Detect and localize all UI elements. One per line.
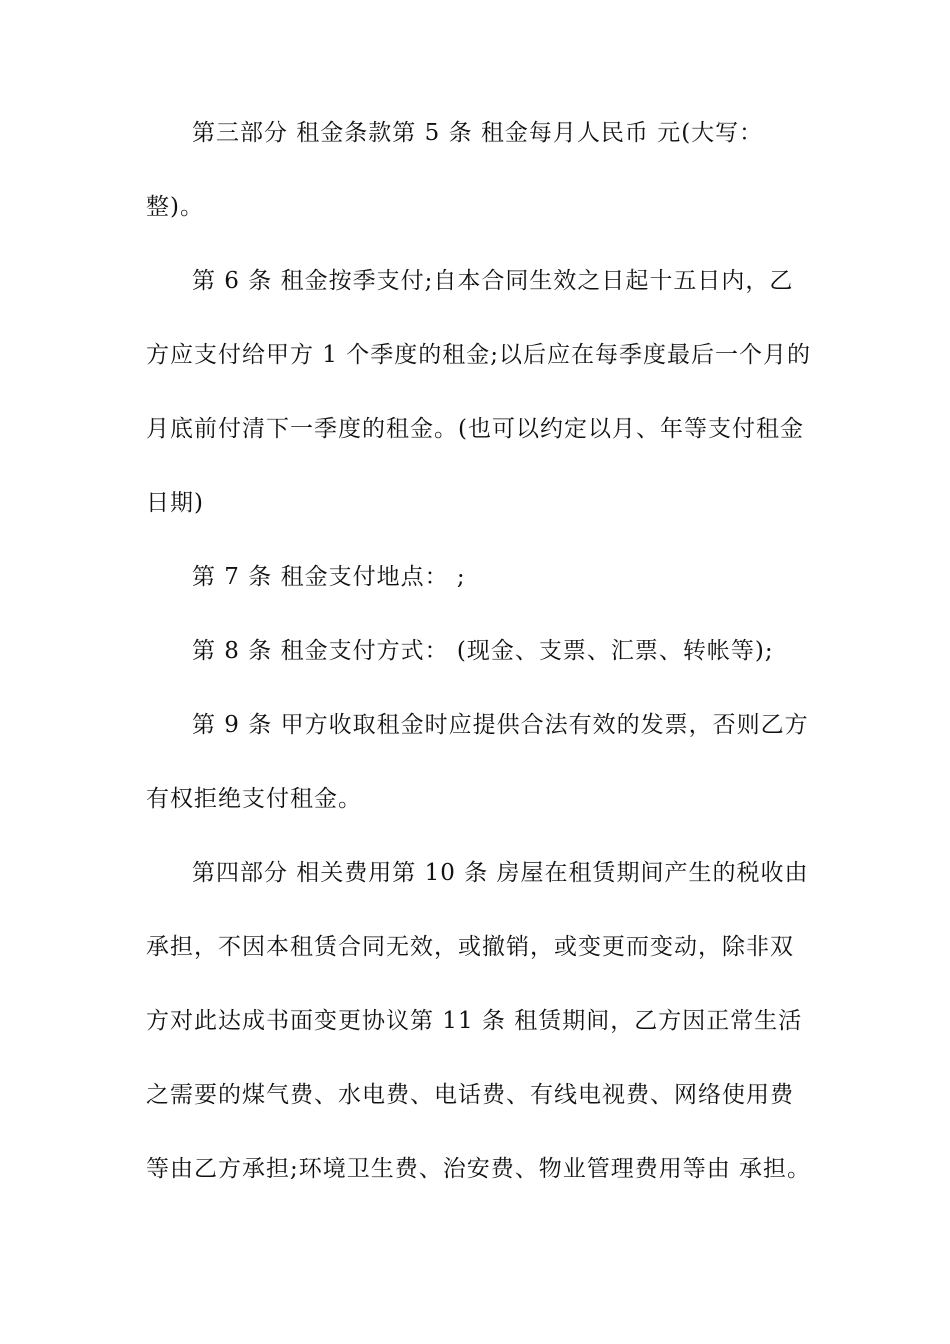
text-line: 有权拒绝支付租金。 [146,786,362,812]
text-line: 日期) [146,490,204,516]
text-line: 月底前付清下一季度的租金。(也可以约定以月、年等支付租金 [146,416,804,442]
text-line: 之需要的煤气费、水电费、电话费、有线电视费、网络使用费 [146,1082,794,1108]
text-line: 第 7 条 租金支付地点： ; [192,564,466,590]
text-line: 第 8 条 租金支付方式： (现金、支票、汇票、转帐等); [192,638,774,664]
text-line: 第 6 条 租金按季支付;自本合同生效之日起十五日内，乙 [192,268,794,294]
text-line: 方应支付给甲方 1 个季度的租金;以后应在每季度最后一个月的 [146,342,812,368]
text-line: 第 9 条 甲方收取租金时应提供合法有效的发票，否则乙方 [192,712,809,738]
document-body [146,122,810,1232]
text-line: 第三部分 租金条款第 5 条 租金每月人民币 元(大写： [192,120,764,146]
text-line: 方对此达成书面变更协议第 11 条 租赁期间，乙方因正常生活 [146,1008,803,1034]
text-line: 等由乙方承担;环境卫生费、治安费、物业管理费用等由 承担。 [146,1156,812,1182]
text-line: 整)。 [146,194,204,220]
text-line: 承担，不因本租赁合同无效，或撤销，或变更而变动，除非双 [146,934,794,960]
text-line: 第四部分 相关费用第 10 条 房屋在租赁期间产生的税收由 [192,860,809,886]
